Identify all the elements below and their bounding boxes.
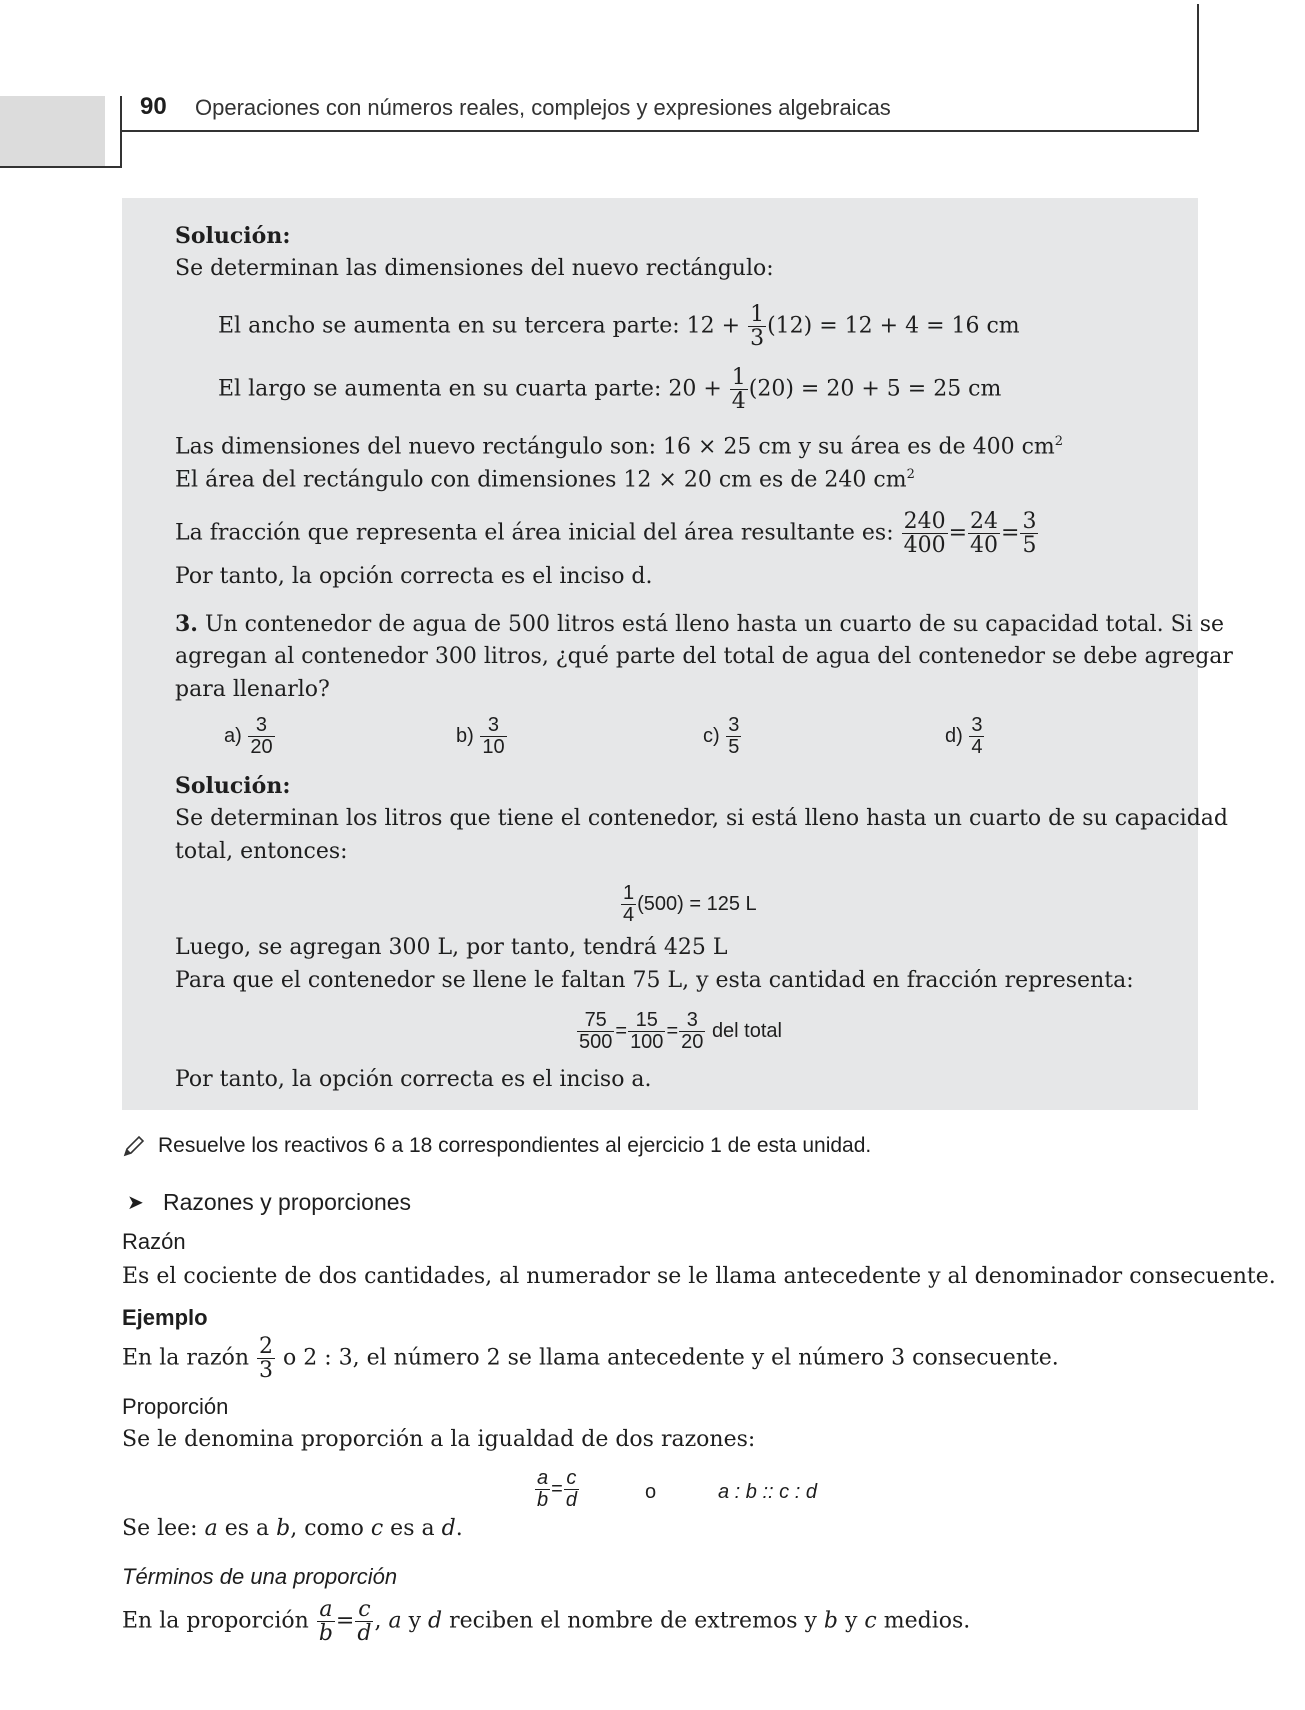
frac-num: c bbox=[355, 1598, 373, 1622]
text: y bbox=[401, 1608, 428, 1634]
frac-num: 3 bbox=[679, 1010, 705, 1032]
area-line bbox=[175, 460, 915, 495]
header-rule bbox=[122, 130, 1199, 132]
question-3-line-1 bbox=[175, 609, 1224, 640]
proportion-formula: $\frac{a}{b}$ = $\frac{c}{d}$ bbox=[537, 1467, 577, 1511]
fraction-text: La fracción que representa el área inicial del área resultante es: bbox=[175, 520, 894, 546]
fraction-24-40 bbox=[968, 510, 1000, 557]
var: a bbox=[204, 1516, 218, 1541]
frac-den: 20 bbox=[250, 736, 273, 758]
ejemplo-text: En la razón bbox=[122, 1345, 250, 1371]
var: b bbox=[276, 1516, 291, 1541]
frac-num: a bbox=[317, 1598, 335, 1622]
se-lee-line bbox=[122, 1514, 463, 1544]
ancho-text: El ancho se aumenta en su tercera parte: 12 + bbox=[218, 313, 741, 339]
option-b bbox=[456, 715, 508, 758]
frac-den: 4 bbox=[731, 389, 746, 415]
fraction-1-4 bbox=[621, 883, 636, 926]
proportion-alt: a : b :: c : d bbox=[718, 1481, 817, 1503]
header-right-rule bbox=[1197, 4, 1199, 132]
frac-den: 5 bbox=[1022, 533, 1037, 559]
header-rule-left bbox=[0, 166, 122, 168]
frac-den: 20 bbox=[681, 1031, 704, 1053]
question-3-line-3: para llenarlo? bbox=[175, 677, 330, 702]
var: a bbox=[388, 1608, 402, 1634]
frac-den: b bbox=[318, 1621, 333, 1647]
ejemplo-label: Ejemplo bbox=[122, 1305, 208, 1330]
fraction-3-20 bbox=[679, 1010, 705, 1053]
frac-den: 4 bbox=[623, 904, 635, 926]
frac-den: 3 bbox=[750, 326, 765, 352]
fraction-line bbox=[175, 510, 1039, 557]
largo-fraction bbox=[730, 366, 748, 413]
header-divider bbox=[120, 96, 122, 168]
frac-den: 400 bbox=[903, 533, 946, 559]
frac-den: 100 bbox=[630, 1031, 664, 1053]
frac-den: 10 bbox=[482, 736, 505, 758]
frac-num: 1 bbox=[623, 882, 635, 904]
option-fraction bbox=[969, 715, 984, 758]
page-title: Operaciones con números reales, complejos y expresiones algebraicas bbox=[195, 95, 891, 120]
option-d bbox=[945, 715, 985, 758]
proportion-o: o bbox=[645, 1481, 657, 1503]
text: es a bbox=[217, 1516, 277, 1541]
frac-num: c bbox=[564, 1468, 579, 1490]
text: medios. bbox=[876, 1608, 971, 1634]
ancho-line bbox=[218, 303, 1020, 350]
section-title: Razones y proporciones bbox=[163, 1189, 412, 1215]
frac-den: d bbox=[357, 1621, 372, 1647]
option-fraction bbox=[726, 715, 741, 758]
equation-rest: del total bbox=[711, 1019, 782, 1042]
razon-definition: Es el cociente de dos cantidades, al numerador se le llama antecedente y al denominador consecuente. bbox=[122, 1264, 1276, 1289]
largo-text: El largo se aumenta en su cuarta parte: 20 + bbox=[218, 376, 722, 402]
option-label: b) bbox=[456, 724, 474, 747]
option-label: a) bbox=[224, 724, 242, 747]
frac-den: 4 bbox=[971, 736, 983, 758]
page-number: 90 bbox=[140, 93, 167, 120]
question-number: 3. bbox=[175, 611, 198, 637]
equation-rest: (500) = 125 L bbox=[637, 892, 757, 915]
pencil-icon bbox=[122, 1134, 146, 1158]
frac-num: 3 bbox=[248, 715, 274, 737]
superscript: 2 bbox=[1054, 434, 1064, 449]
faltan-line: Para que el contenedor se llene le faltan 75 L, y esta cantidad en fracción representa: bbox=[175, 968, 1134, 993]
var: d bbox=[428, 1608, 443, 1634]
solution-2-line-2: total, entonces: bbox=[175, 839, 348, 864]
text: es a bbox=[383, 1516, 442, 1541]
text: , bbox=[374, 1608, 389, 1634]
text: En la proporción bbox=[122, 1608, 309, 1634]
proporcion-title: Proporción bbox=[122, 1394, 229, 1419]
fraction-15-100 bbox=[628, 1010, 665, 1053]
frac-num: 24 bbox=[970, 509, 999, 534]
frac-num: 3 bbox=[971, 714, 983, 736]
var: d bbox=[441, 1516, 456, 1541]
text: reciben el nombre de extremos y bbox=[442, 1608, 824, 1634]
frac-den: d bbox=[565, 1489, 577, 1511]
terminos-line: En la proporción $\frac{a}{b}$ = $\frac{c}{d}$ , a y d reciben el nombre de extremos y b y c medios. bbox=[122, 1597, 971, 1647]
fraction-a-b bbox=[317, 1598, 335, 1645]
text: y bbox=[838, 1608, 865, 1634]
dimensions-text: Las dimensiones del nuevo rectángulo son: 16 × 25 cm y su área es de 400 cm bbox=[175, 434, 1055, 460]
option-fraction bbox=[248, 715, 274, 758]
conclusion-1: Por tanto, la opción correcta es el inciso d. bbox=[175, 564, 653, 589]
equals: = bbox=[666, 1019, 679, 1042]
conclusion-2: Por tanto, la opción correcta es el inciso a. bbox=[175, 1067, 652, 1092]
header-gray-block bbox=[0, 96, 105, 166]
area-text: El área del rectángulo con dimensiones 12 × 20 cm es de 240 cm bbox=[175, 467, 907, 493]
fraction-240-400 bbox=[902, 510, 948, 557]
exercise-note: Resuelve los reactivos 6 a 18 correspondientes al ejercicio 1 de esta unidad. bbox=[158, 1134, 872, 1157]
text: , como bbox=[290, 1516, 371, 1541]
fraction-c-d bbox=[355, 1598, 373, 1645]
frac-num: 3 bbox=[1022, 509, 1037, 534]
largo-rest: (20) = 20 + 5 = 25 cm bbox=[748, 376, 1002, 402]
chevron-right-icon: ➤ bbox=[127, 1190, 144, 1214]
frac-den: b bbox=[537, 1489, 549, 1511]
question-3-line-2: agregan al contenedor 300 litros, ¿qué parte del total de agua del contenedor se debe agregar bbox=[175, 644, 1233, 669]
solution-label-1: Solución: bbox=[175, 223, 291, 249]
ancho-fraction bbox=[748, 303, 766, 350]
equals: = bbox=[948, 520, 968, 546]
var: c bbox=[864, 1608, 877, 1634]
frac-num: 15 bbox=[628, 1010, 665, 1032]
option-label: c) bbox=[703, 724, 720, 747]
option-label: d) bbox=[945, 724, 963, 747]
var: c bbox=[370, 1516, 384, 1541]
razon-title: Razón bbox=[122, 1229, 186, 1254]
frac-den: 3 bbox=[259, 1358, 274, 1384]
option-c bbox=[703, 715, 742, 758]
ejemplo-text: o 2 : 3, el número 2 se llama antecedente y el número 3 consecuente. bbox=[283, 1345, 1059, 1371]
var: b bbox=[823, 1608, 838, 1634]
frac-num: 240 bbox=[903, 509, 946, 534]
frac-num: 1 bbox=[750, 302, 765, 327]
dimensions-line bbox=[175, 427, 1063, 462]
text: . bbox=[455, 1516, 463, 1541]
solution-intro: Se determinan las dimensiones del nuevo rectángulo: bbox=[175, 256, 774, 281]
frac-num: 3 bbox=[480, 715, 506, 737]
solution-2-line-1: Se determinan los litros que tiene el contenedor, si está lleno hasta un cuarto de su capacidad bbox=[175, 806, 1228, 831]
solution-label-2: Solución: bbox=[175, 773, 291, 799]
fraction-75-500 bbox=[577, 1010, 614, 1053]
proporcion-definition: Se le denomina proporción a la igualdad de dos razones: bbox=[122, 1427, 756, 1452]
fraction-3-5 bbox=[1020, 510, 1038, 557]
luego-line: Luego, se agregan 300 L, por tanto, tendrá 425 L bbox=[175, 935, 728, 960]
superscript: 2 bbox=[906, 467, 915, 482]
fraction-a-b bbox=[535, 1468, 550, 1511]
frac-num: 2 bbox=[259, 1334, 274, 1359]
option-a bbox=[224, 715, 276, 758]
frac-den: 40 bbox=[970, 533, 999, 559]
equals: = bbox=[615, 1019, 628, 1042]
text: Se lee: bbox=[122, 1516, 205, 1541]
frac-den: 5 bbox=[728, 736, 740, 758]
frac-num: a bbox=[537, 1467, 549, 1489]
ejemplo-line bbox=[122, 1335, 1059, 1382]
frac-num: 75 bbox=[577, 1010, 614, 1032]
equals: = bbox=[1001, 520, 1020, 546]
equation-75-500 bbox=[576, 1010, 782, 1053]
equation-125 bbox=[620, 883, 757, 926]
fraction-2-3 bbox=[257, 1335, 275, 1382]
frac-num: 3 bbox=[728, 714, 740, 736]
frac-num: 1 bbox=[731, 365, 746, 390]
terminos-title: Términos de una proporción bbox=[122, 1564, 398, 1589]
ancho-rest: (12) = 12 + 4 = 16 cm bbox=[767, 313, 1020, 339]
largo-line bbox=[218, 366, 1001, 413]
frac-den: 500 bbox=[579, 1031, 613, 1053]
fraction-c-d bbox=[564, 1468, 579, 1511]
option-fraction bbox=[480, 715, 506, 758]
question-text: Un contenedor de agua de 500 litros está lleno hasta un cuarto de su capacidad total. Si se bbox=[204, 612, 1225, 637]
